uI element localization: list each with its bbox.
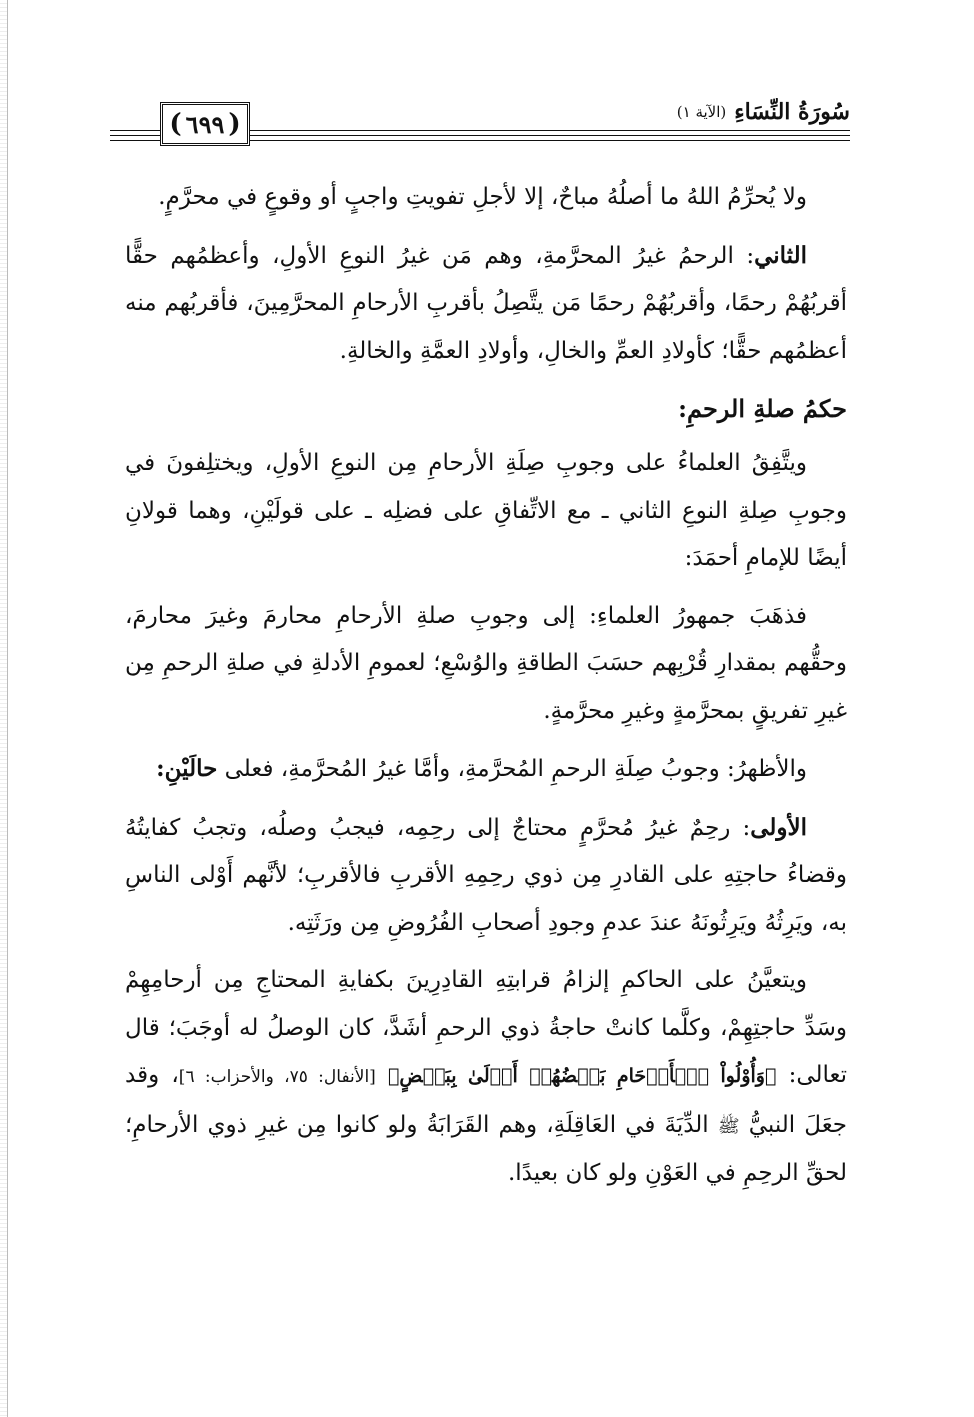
verse-reference: [الأنفال: ٧٥، والأحزاب: ٦] <box>178 1067 376 1087</box>
page-body <box>125 174 847 1208</box>
lead-term: حالَيْنِ: <box>156 755 218 782</box>
lead-term: الثاني <box>754 241 807 269</box>
paragraph-5 <box>125 745 847 794</box>
section-heading: حكمُ صلةِ الرحمِ: <box>678 394 847 423</box>
page-number: ٦٩٩ <box>185 109 225 139</box>
scan-edge <box>0 0 8 1417</box>
paragraph-text: : رحِمٌ غيرُ مُحرَّمٍ محتاجٌ إلى رحِمِه، فيجبُ وصلُه، وتجبُ كفايتُهُ وقضاءُ حاجتِهِ على القادرِ مِن ذوي رحِمِهِ الأقربِ فالأقربِ؛ لأنَّهم أَوْلى الناسِ به، ويَرِثُهُ ويَرِثُونَهُ عندَ عدمِ وجودِ أصحابِ الفُرُوضِ مِن ورَثَتِه. <box>125 814 847 936</box>
paragraph-text: الدِّيَةَ في العَاقِلَةِ، وهم القَرَابَةُ ولو كانوا مِن غيرِ ذوي الأرحامِ؛ لحقِّ الرحِمِ في العَوْنِ ولو كان بعيدًا. <box>125 1111 847 1186</box>
paragraph-7 <box>125 957 847 1198</box>
bracket-right-ornament: ( <box>228 109 241 139</box>
quran-verse: ﴿وَأُوْلُواْ ٱلۡأَرۡحَامِ بَعۡضُهُمۡ أَوۡلَىٰ بِبَعۡضٍ﴾ <box>388 1065 777 1087</box>
page-number-box <box>160 102 250 146</box>
paragraph-text: ويتعيَّنُ على الحاكمِ إلزامُ قرابتِهِ القادِرِينَ بكفايةِ المحتاجِ مِن أرحامِهِمْ وسَدِّ حاجتِهِمْ، وكلَّما كانتْ حاجةُ ذوي الرحمِ أشَدَّ، كان الوصلُ له أوجَبَ؛ قال تعالى: <box>125 967 848 1088</box>
lead-term: الأولى <box>750 813 807 841</box>
paragraph-6 <box>125 804 847 948</box>
ayah-reference: (الآية ١) <box>676 103 727 121</box>
paragraph-2 <box>125 232 847 376</box>
paragraph-3: ويتَّفِقُ العلماءُ على وجوبِ صِلَةِ الأرحامِ مِن النوعِ الأولِ، ويختلِفونَ في وجوبِ صِلةِ النوعِ الثاني ـ مع الاتِّفاقِ على فضلِه ـ على قولَيْنِ، وهما قولانِ أيضًا للإمامِ أحمَدَ: <box>125 450 847 571</box>
bracket-left-ornament: ) <box>169 109 182 139</box>
salawat-glyph: ﷺ <box>717 1115 740 1137</box>
paragraph-1: ولا يُحرِّمُ اللهُ ما أصلُهُ مباحٌ، إلا لأجلِ تفويتِ واجبٍ أو وقوعٍ في محرَّمٍ. <box>158 184 807 210</box>
surah-title: سُورَةُ النِّسَاءِ <box>734 99 850 125</box>
paragraph-text: ، وقد جعَلَ النبيُّ <box>125 1062 848 1138</box>
running-header <box>667 96 850 128</box>
page-header <box>110 96 850 156</box>
paragraph-text: والأظهرُ: وجوبُ صِلَةِ الرحمِ المُحرَّمةِ، وأمَّا غيرُ المُحرَّمةِ، فعلى <box>224 756 807 782</box>
paragraph-4: فذهَبَ جمهورُ العلماءِ: إلى وجوبِ صلةِ الأرحامِ محارمَ وغيرَ محارمَ، وحقُّهم بمقدارِ قُرْبِهم حسَبَ الطاقةِ والوُسْعِ؛ لعمومِ الأدلةِ في صلةِ الرحمِ مِن غيرِ تفريقٍ بمحرَّمةٍ وغيرِ محرَّمةٍ. <box>125 602 847 724</box>
paragraph-text: : الرحمُ غيرُ المحرَّمةِ، وهم مَن غيرُ النوعِ الأولِ، وأعظمُهم حقًّا أقربُهُمْ رحمًا، وأقربُهُمْ رحمًا مَن يتَّصِلُ بأقربِ الأرحامِ المحرَّمِينَ، فأقربُهم منه أعظمُهم حقًّا؛ كأولادِ العمِّ والخالِ، وأولادِ العمَّةِ والخالةِ. <box>125 242 847 364</box>
